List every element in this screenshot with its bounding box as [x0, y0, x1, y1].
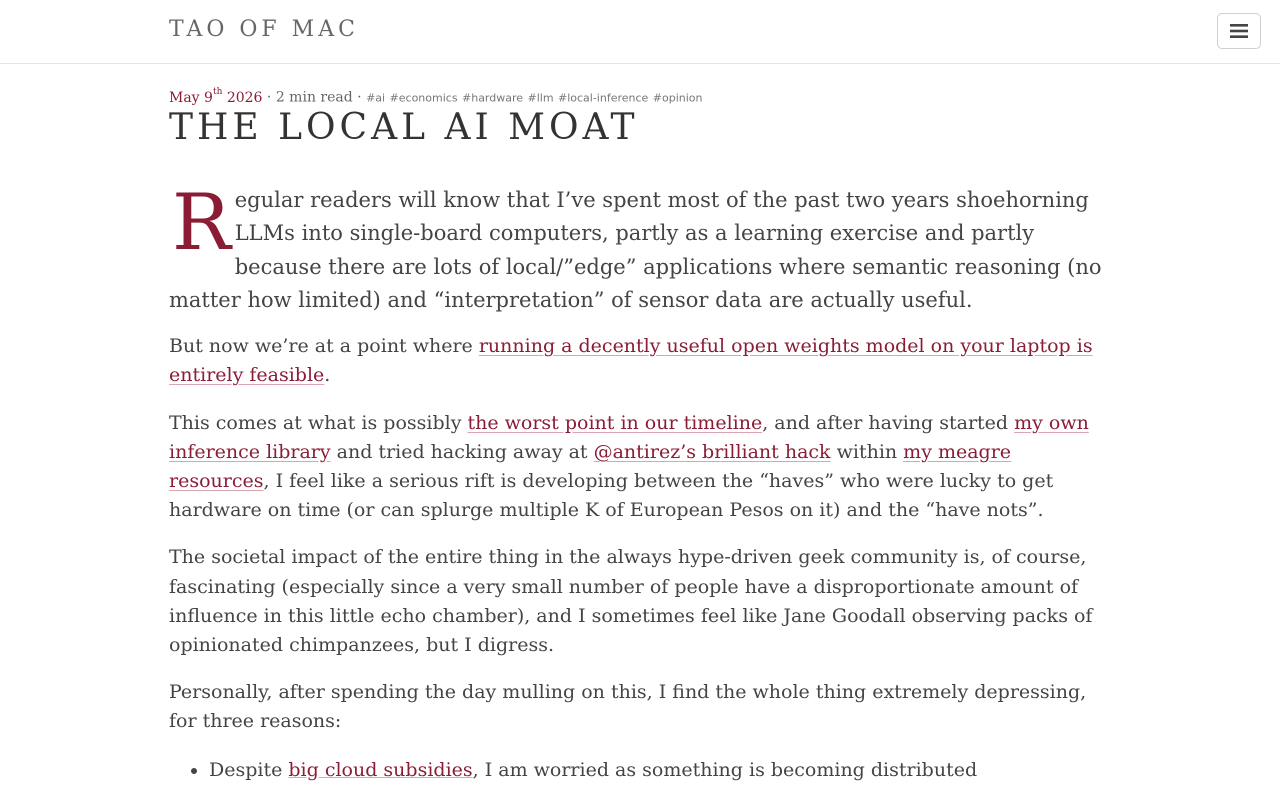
link-antirez-hack[interactable]: @antirez’s brilliant hack	[593, 440, 831, 463]
paragraph-text: This comes at what is possibly	[169, 411, 468, 434]
lead-paragraph	[169, 178, 1109, 317]
post-date-link[interactable]	[169, 87, 263, 106]
meta-separator: ·	[266, 89, 272, 106]
date-ordinal: th	[212, 87, 223, 97]
tag-link-economics[interactable]: #economics	[389, 91, 458, 105]
tag-link-llm[interactable]: #llm	[527, 91, 554, 105]
meta-separator: ·	[357, 89, 362, 106]
list-item-text: Despite	[209, 758, 289, 781]
tag-link-hardware[interactable]: #hardware	[462, 91, 524, 105]
paragraph: The societal impact of the entire thing in the always hype-driven geek community is, of course, fascinating (especially since a very small number of people have a disproportionate amount of influence in this little echo chamber), and I sometimes feel like Jane Goodall observing packs of opinionated chimpanzees, but I digress.	[169, 546, 1093, 657]
tag-link-ai[interactable]: #ai	[366, 91, 386, 105]
read-time: 2 min read	[275, 89, 353, 106]
link-meagre-resources[interactable]: my meagre resources	[169, 440, 1012, 492]
lead-text: egular readers will know that I’ve spent most of the past two years shoehorning LLMs into single-board computers, partly as a learning exercise and partly because there are lots of local/”edge” applications where semantic reasoning (no matter how limited) and “interpretation” of sensor data are actually useful.	[169, 188, 1102, 312]
link-own-inference-library[interactable]: my own inference library	[169, 411, 1089, 463]
post-title: THE LOCAL AI MOAT	[169, 107, 639, 148]
tag-link-opinion[interactable]: #opinion	[652, 91, 703, 105]
date-day: May 9	[169, 89, 213, 106]
paragraph: Personally, after spending the day mulling on this, I find the whole thing extremely depressing, for three reasons:	[169, 681, 1087, 733]
paragraph-text: .	[324, 364, 331, 387]
link-worst-point-timeline[interactable]: the worst point in our timeline	[467, 411, 763, 434]
paragraph	[169, 409, 1109, 526]
site-title-link[interactable]: TAO OF MAC	[169, 17, 359, 42]
link-big-cloud-subsidies[interactable]: big cloud subsidies	[288, 758, 473, 781]
post-meta	[169, 84, 702, 109]
paragraph-text: and tried hacking away at	[330, 440, 594, 463]
paragraph-text: , and after having started	[762, 411, 1015, 434]
article-body	[169, 178, 1109, 785]
paragraph-text: But now we’re at a point where	[169, 335, 479, 358]
hamburger-menu-icon	[1230, 24, 1248, 38]
list-item	[209, 756, 1109, 785]
date-year: 2026	[226, 89, 263, 106]
drop-cap: R	[172, 178, 231, 268]
paragraph-text: within	[830, 440, 904, 463]
list-item-text: , I am worried as something is becoming distributed	[472, 758, 978, 781]
menu-button[interactable]	[1217, 13, 1261, 49]
reasons-list	[169, 756, 1109, 785]
paragraph	[169, 332, 1109, 390]
top-bar	[0, 0, 1280, 64]
link-open-weights-laptop[interactable]: running a decently useful open weights model on your laptop is entirely feasible	[169, 335, 1093, 387]
paragraph-text: , I feel like a serious rift is developing between the “haves” who were lucky to get hardware on time (or can splurge multiple K of European Pesos on it) and the “have nots”.	[169, 470, 1054, 522]
tag-link-local-inference[interactable]: #local-inference	[557, 91, 649, 105]
